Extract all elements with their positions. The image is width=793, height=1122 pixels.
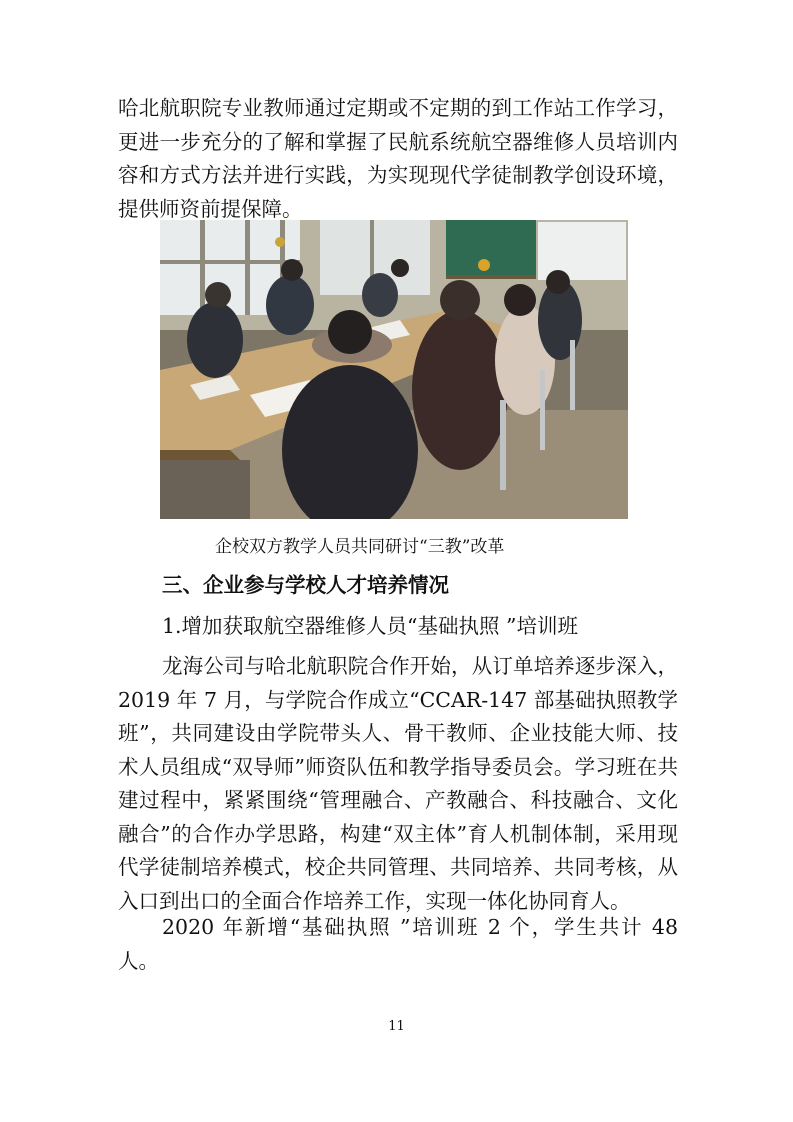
section-heading: 三、企业参与学校人才培养情况 [162,573,449,597]
stats-paragraph: 2020 年新增“基础执照 ”培训班 2 个，学生共计 48 人。 [118,915,678,973]
meeting-photo [160,220,628,519]
cooperation-paragraph: 龙海公司与哈北航职院合作开始，从订单培养逐步深入，2019 年 7 月，与学院合作成立“CCAR-147 部基础执照教学班”，共同建设由学院带头人、骨干教师、企业技能大师、技术人员组成“双导师”师资队伍和教学指导委员会。学习班在共建过程中，紧紧围绕“管理融合、产教融合、科技融合、文化融合”的合作办学思路，构建“双主体”育人机制体制，采用现代学徒制培养模式，校企共同管理、共同培养、共同考核，从入口到出口的全面合作培养工作，实现一体化协同育人。 [118,654,678,913]
subsection-heading: 1.增加获取航空器维修人员“基础执照 ”培训班 [162,614,579,638]
intro-paragraph: 哈北航职院专业教师通过定期或不定期的到工作站工作学习，更进一步充分的了解和掌握了民航系统航空器维修人员培训内容和方式方法并进行实践，为实现现代学徒制教学创设环境，提供师资前提保障。 [118,96,678,221]
page-number: 11 [388,1019,405,1034]
photo-caption: 企校双方教学人员共同研讨“三教”改革 [215,537,505,557]
